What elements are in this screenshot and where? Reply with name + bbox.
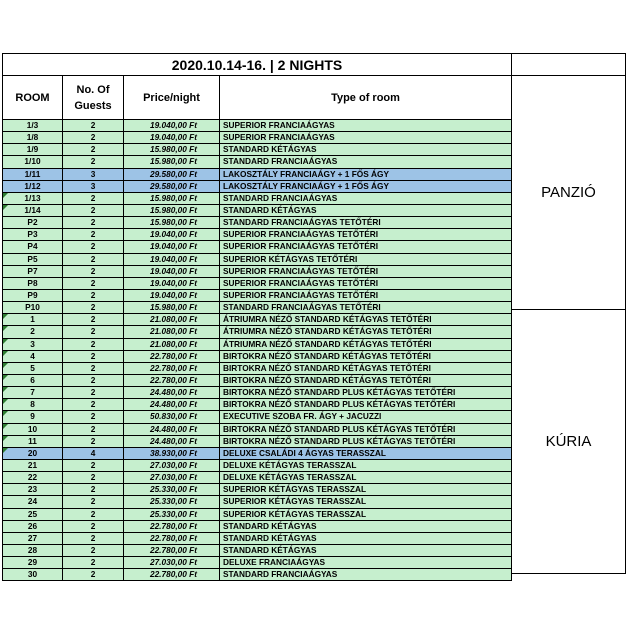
guests-cell: 3 [63, 181, 124, 193]
room-cell: 28 [2, 545, 63, 557]
table-row [0, 156, 512, 168]
guests-cell: 2 [63, 132, 124, 144]
guests-cell: 2 [63, 339, 124, 351]
table-row [0, 472, 512, 484]
guests-cell: 2 [63, 484, 124, 496]
price-cell: 25.330,00 Ft [124, 509, 220, 521]
room-cell: P7 [2, 266, 63, 278]
table-body [0, 120, 512, 581]
price-cell: 24.480,00 Ft [124, 387, 220, 399]
table-row [0, 241, 512, 253]
guests-cell: 2 [63, 424, 124, 436]
type-cell: STANDARD KÉTÁGYAS [220, 533, 512, 545]
guests-cell: 2 [63, 545, 124, 557]
room-cell: P5 [2, 254, 63, 266]
room-cell: P4 [2, 241, 63, 253]
room-cell: 30 [2, 569, 63, 581]
type-cell: ÁTRIUMRA NÉZŐ STANDARD KÉTÁGYAS TETŐTÉRI [220, 314, 512, 326]
table-row [0, 314, 512, 326]
table-row [0, 205, 512, 217]
room-cell: 25 [2, 509, 63, 521]
price-cell: 15.980,00 Ft [124, 156, 220, 168]
price-cell: 22.780,00 Ft [124, 533, 220, 545]
room-cell: P9 [2, 290, 63, 302]
comment-marker-icon [3, 363, 8, 368]
type-cell: DELUXE KÉTÁGYAS TERASSZAL [220, 460, 512, 472]
room-cell: 7 [2, 387, 63, 399]
guests-cell: 4 [63, 448, 124, 460]
price-cell: 22.780,00 Ft [124, 569, 220, 581]
comment-marker-icon [3, 375, 8, 380]
room-cell: 27 [2, 533, 63, 545]
type-cell: SUPERIOR FRANCIAÁGYAS TETŐTÉRI [220, 241, 512, 253]
room-cell: P10 [2, 302, 63, 314]
table-row [0, 132, 512, 144]
guests-cell: 2 [63, 314, 124, 326]
room-cell: 4 [2, 351, 63, 363]
table-row [0, 326, 512, 338]
comment-marker-icon [3, 436, 8, 441]
price-cell: 24.480,00 Ft [124, 436, 220, 448]
table-row [0, 436, 512, 448]
room-cell: 26 [2, 521, 63, 533]
price-cell: 19.040,00 Ft [124, 241, 220, 253]
table-row [0, 193, 512, 205]
price-cell: 19.040,00 Ft [124, 254, 220, 266]
table-row [0, 229, 512, 241]
room-cell: 29 [2, 557, 63, 569]
type-cell: ÁTRIUMRA NÉZŐ STANDARD KÉTÁGYAS TETŐTÉRI [220, 326, 512, 338]
table-row [0, 533, 512, 545]
room-cell: 21 [2, 460, 63, 472]
table-row [0, 387, 512, 399]
guests-cell: 2 [63, 472, 124, 484]
type-cell: SUPERIOR FRANCIAÁGYAS TETŐTÉRI [220, 290, 512, 302]
comment-marker-icon [3, 448, 8, 453]
room-cell: 20 [2, 448, 63, 460]
type-cell: SUPERIOR FRANCIAÁGYAS TETŐTÉRI [220, 266, 512, 278]
header-room: ROOM [2, 76, 63, 120]
guests-cell: 2 [63, 326, 124, 338]
price-cell: 15.980,00 Ft [124, 217, 220, 229]
type-cell: STANDARD KÉTÁGYAS [220, 521, 512, 533]
guests-cell: 2 [63, 351, 124, 363]
price-cell: 38.930,00 Ft [124, 448, 220, 460]
guests-cell: 2 [63, 193, 124, 205]
room-cell: 1/3 [2, 120, 63, 132]
type-cell: STANDARD KÉTÁGYAS [220, 205, 512, 217]
type-cell: LAKOSZTÁLY FRANCIAÁGY + 1 FŐS ÁGY [220, 181, 512, 193]
price-cell: 21.080,00 Ft [124, 339, 220, 351]
group-label-kuria: KÚRIA [512, 310, 626, 574]
guests-cell: 2 [63, 363, 124, 375]
guests-cell: 2 [63, 254, 124, 266]
guests-cell: 2 [63, 387, 124, 399]
price-cell: 19.040,00 Ft [124, 132, 220, 144]
guests-cell: 2 [63, 460, 124, 472]
title-row [0, 53, 626, 76]
type-cell: BIRTOKRA NÉZŐ STANDARD KÉTÁGYAS TETŐTÉRI [220, 351, 512, 363]
price-cell: 22.780,00 Ft [124, 375, 220, 387]
table-row [0, 351, 512, 363]
table-row [0, 144, 512, 156]
type-cell: STANDARD FRANCIAÁGYAS TETŐTÉRI [220, 302, 512, 314]
price-cell: 22.780,00 Ft [124, 545, 220, 557]
table-row [0, 460, 512, 472]
price-cell: 27.030,00 Ft [124, 472, 220, 484]
type-cell: SUPERIOR FRANCIAÁGYAS [220, 120, 512, 132]
type-cell: BIRTOKRA NÉZŐ STANDARD PLUS KÉTÁGYAS TETŐTÉRI [220, 424, 512, 436]
price-cell: 21.080,00 Ft [124, 314, 220, 326]
type-cell: DELUXE FRANCIAÁGYAS [220, 557, 512, 569]
type-cell: SUPERIOR FRANCIAÁGYAS TETŐTÉRI [220, 278, 512, 290]
room-cell: P2 [2, 217, 63, 229]
type-cell: BIRTOKRA NÉZŐ STANDARD PLUS KÉTÁGYAS TETŐTÉRI [220, 399, 512, 411]
price-cell: 19.040,00 Ft [124, 229, 220, 241]
comment-marker-icon [3, 424, 8, 429]
price-cell: 29.580,00 Ft [124, 181, 220, 193]
type-cell: STANDARD FRANCIAÁGYAS [220, 569, 512, 581]
table-row [0, 254, 512, 266]
type-cell: SUPERIOR KÉTÁGYAS TERASSZAL [220, 484, 512, 496]
table-row [0, 181, 512, 193]
price-cell: 15.980,00 Ft [124, 302, 220, 314]
table-row [0, 266, 512, 278]
guests-cell: 2 [63, 302, 124, 314]
guests-cell: 2 [63, 569, 124, 581]
price-cell: 19.040,00 Ft [124, 266, 220, 278]
type-cell: DELUXE CSALÁDI 4 ÁGYAS TERASSZAL [220, 448, 512, 460]
table-row [0, 521, 512, 533]
table-row [0, 290, 512, 302]
type-cell: BIRTOKRA NÉZŐ STANDARD PLUS KÉTÁGYAS TETŐTÉRI [220, 387, 512, 399]
price-cell: 21.080,00 Ft [124, 326, 220, 338]
type-cell: SUPERIOR KÉTÁGYAS TETŐTÉRI [220, 254, 512, 266]
guests-cell: 2 [63, 521, 124, 533]
price-cell: 22.780,00 Ft [124, 351, 220, 363]
table-row [0, 399, 512, 411]
price-cell: 50.830,00 Ft [124, 411, 220, 423]
table-row [0, 217, 512, 229]
room-cell: P3 [2, 229, 63, 241]
room-cell: 9 [2, 411, 63, 423]
price-cell: 27.030,00 Ft [124, 557, 220, 569]
header-guests: No. Of Guests [63, 76, 124, 120]
price-cell: 24.480,00 Ft [124, 399, 220, 411]
room-cell: 1/13 [2, 193, 63, 205]
table-row [0, 302, 512, 314]
guests-cell: 2 [63, 290, 124, 302]
type-cell: DELUXE KÉTÁGYAS TERASSZAL [220, 472, 512, 484]
comment-marker-icon [3, 314, 8, 319]
guests-cell: 3 [63, 169, 124, 181]
type-cell: STANDARD FRANCIAÁGYAS [220, 193, 512, 205]
room-cell: 1/11 [2, 169, 63, 181]
room-cell: 6 [2, 375, 63, 387]
header-price: Price/night [124, 76, 220, 120]
room-cell: 1/9 [2, 144, 63, 156]
room-cell: 3 [2, 339, 63, 351]
guests-cell: 2 [63, 205, 124, 217]
guests-cell: 2 [63, 217, 124, 229]
type-cell: STANDARD KÉTÁGYAS [220, 144, 512, 156]
comment-marker-icon [3, 411, 8, 416]
table-row [0, 557, 512, 569]
type-cell: SUPERIOR FRANCIAÁGYAS [220, 132, 512, 144]
type-cell: STANDARD KÉTÁGYAS [220, 545, 512, 557]
table-row [0, 448, 512, 460]
type-cell: LAKOSZTÁLY FRANCIAÁGY + 1 FŐS ÁGY [220, 169, 512, 181]
room-cell: 23 [2, 484, 63, 496]
guests-cell: 2 [63, 375, 124, 387]
table-row [0, 120, 512, 132]
price-cell: 22.780,00 Ft [124, 521, 220, 533]
guests-cell: 2 [63, 533, 124, 545]
table-title: 2020.10.14-16. | 2 NIGHTS [2, 53, 512, 76]
price-cell: 15.980,00 Ft [124, 205, 220, 217]
price-cell: 27.030,00 Ft [124, 460, 220, 472]
guests-cell: 2 [63, 156, 124, 168]
table-row [0, 169, 512, 181]
table-row [0, 496, 512, 508]
price-cell: 19.040,00 Ft [124, 120, 220, 132]
comment-marker-icon [3, 351, 8, 356]
room-cell: 1/10 [2, 156, 63, 168]
type-cell: EXECUTIVE SZOBA FR. ÁGY + JACUZZI [220, 411, 512, 423]
guests-cell: 2 [63, 241, 124, 253]
room-cell: 22 [2, 472, 63, 484]
guests-cell: 2 [63, 399, 124, 411]
header-type: Type of room [220, 76, 512, 120]
price-cell: 22.780,00 Ft [124, 363, 220, 375]
table-row [0, 278, 512, 290]
type-cell: ÁTRIUMRA NÉZŐ STANDARD KÉTÁGYAS TETŐTÉRI [220, 339, 512, 351]
type-cell: STANDARD FRANCIAÁGYAS TETŐTÉRI [220, 217, 512, 229]
comment-marker-icon [3, 326, 8, 331]
room-cell: 1 [2, 314, 63, 326]
price-cell: 25.330,00 Ft [124, 496, 220, 508]
type-cell: STANDARD FRANCIAÁGYAS [220, 156, 512, 168]
price-cell: 24.480,00 Ft [124, 424, 220, 436]
table-row [0, 545, 512, 557]
table-row [0, 509, 512, 521]
table-row [0, 569, 512, 581]
type-cell: SUPERIOR FRANCIAÁGYAS TETŐTÉRI [220, 229, 512, 241]
type-cell: BIRTOKRA NÉZŐ STANDARD KÉTÁGYAS TETŐTÉRI [220, 363, 512, 375]
guests-cell: 2 [63, 496, 124, 508]
comment-marker-icon [3, 193, 8, 198]
room-cell: 1/12 [2, 181, 63, 193]
guests-cell: 2 [63, 411, 124, 423]
table-row [0, 424, 512, 436]
price-cell: 15.980,00 Ft [124, 144, 220, 156]
room-cell: 10 [2, 424, 63, 436]
guests-cell: 2 [63, 266, 124, 278]
guests-cell: 2 [63, 436, 124, 448]
table-row [0, 339, 512, 351]
price-cell: 25.330,00 Ft [124, 484, 220, 496]
room-cell: 2 [2, 326, 63, 338]
room-cell: 24 [2, 496, 63, 508]
guests-cell: 2 [63, 229, 124, 241]
room-cell: 11 [2, 436, 63, 448]
comment-marker-icon [3, 205, 8, 210]
table-row [0, 484, 512, 496]
guests-cell: 2 [63, 120, 124, 132]
guests-cell: 2 [63, 278, 124, 290]
type-cell: BIRTOKRA NÉZŐ STANDARD PLUS KÉTÁGYAS TETŐTÉRI [220, 436, 512, 448]
room-cell: 1/8 [2, 132, 63, 144]
title-empty-cell [512, 53, 626, 76]
comment-marker-icon [3, 339, 8, 344]
guests-cell: 2 [63, 144, 124, 156]
table-row [0, 375, 512, 387]
room-cell: 5 [2, 363, 63, 375]
price-cell: 19.040,00 Ft [124, 290, 220, 302]
room-cell: 1/14 [2, 205, 63, 217]
comment-marker-icon [3, 387, 8, 392]
guests-cell: 2 [63, 557, 124, 569]
type-cell: SUPERIOR KÉTÁGYAS TERASSZAL [220, 509, 512, 521]
price-cell: 29.580,00 Ft [124, 169, 220, 181]
room-cell: 8 [2, 399, 63, 411]
group-label-panzio: PANZIÓ [512, 76, 626, 310]
price-cell: 15.980,00 Ft [124, 193, 220, 205]
type-cell: BIRTOKRA NÉZŐ STANDARD KÉTÁGYAS TETŐTÉRI [220, 375, 512, 387]
type-cell: SUPERIOR KÉTÁGYAS TERASSZAL [220, 496, 512, 508]
room-cell: P8 [2, 278, 63, 290]
guests-cell: 2 [63, 509, 124, 521]
comment-marker-icon [3, 399, 8, 404]
price-cell: 19.040,00 Ft [124, 278, 220, 290]
table-row [0, 363, 512, 375]
table-row [0, 411, 512, 423]
